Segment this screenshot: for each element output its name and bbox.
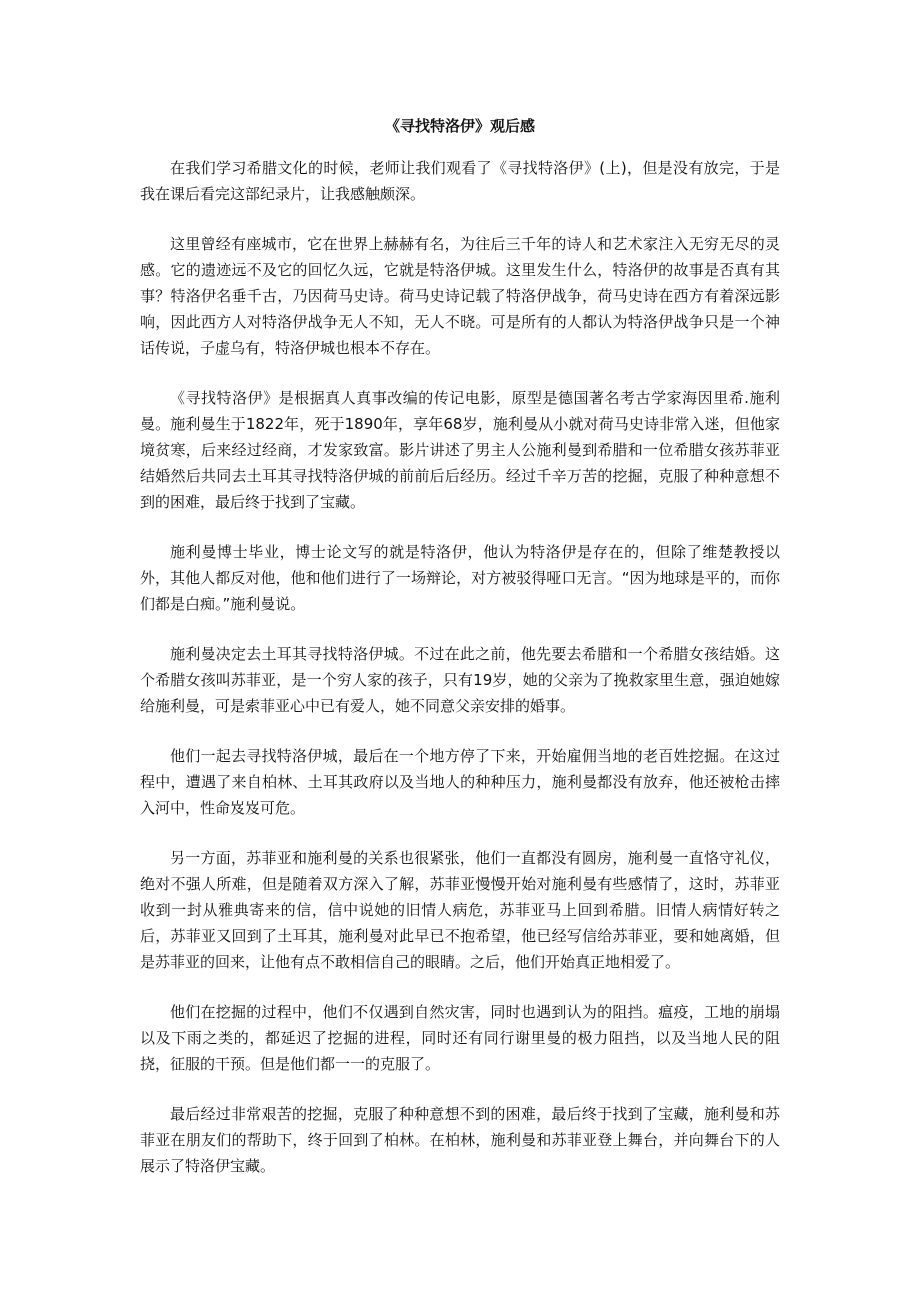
paragraph-5: 施利曼决定去土耳其寻找特洛伊城。不过在此之前，他先要去希腊和一个希腊女孩结婚。这个希腊女孩叫苏菲亚，是一个穷人家的孩子，只有19岁，她的父亲为了挽救家里生意，强迫她嫁给施利曼，可是索菲亚心中已有爱人，她不同意父亲安排的婚事。 [140, 645, 780, 715]
document-body [140, 155, 780, 1203]
paragraph-7: 另一方面，苏菲亚和施利曼的关系也很紧张，他们一直都没有圆房，施利曼一直恪守礼仪，绝对不强人所难，但是随着双方深入了解，苏菲亚慢慢开始对施利曼有些感情了，这时，苏菲亚收到一封从雅典寄来的信，信中说她的旧情人病危，苏菲亚马上回到希腊。旧情人病情好转之后，苏菲亚又回到了土耳其，施利曼对此早已不抱希望，他已经写信给苏菲亚，要和她离婚，但是苏菲亚的回来，让他有点不敢相信自己的眼睛。之后，他们开始真正地相爱了。 [140, 849, 780, 971]
paragraph-6: 他们一起去寻找特洛伊城，最后在一个地方停了下来，开始雇佣当地的老百姓挖掘。在这过程中，遭遇了来自柏林、土耳其政府以及当地人的种种压力，施利曼都没有放弃，他还被枪击摔入河中，性命岌岌可危。 [140, 747, 780, 817]
paragraph-4: 施利曼博士毕业，博士论文写的就是特洛伊，他认为特洛伊是存在的，但除了维楚教授以外，其他人都反对他，他和他们进行了一场辩论，对方被驳得哑口无言。“因为地球是平的，而你们都是白痴。”施利曼说。 [140, 543, 780, 613]
paragraph-1: 在我们学习希腊文化的时候，老师让我们观看了《寻找特洛伊》(上)，但是没有放完，于是我在课后看完这部纪录片，让我感触颇深。 [140, 159, 780, 203]
paragraph-3: 《寻找特洛伊》是根据真人真事改编的传记电影，原型是德国著名考古学家海因里希.施利曼。施利曼生于1822年，死于1890年，享年68岁，施利曼从小就对荷马史诗非常入迷，但他家境贫寒，后来经过经商，才发家致富。影片讲述了男主人公施利曼到希腊和一位希腊女孩苏菲亚结婚然后共同去土耳其寻找特洛伊城的前前后后经历。经过千辛万苦的挖掘，克服了种种意想不到的困难，最后终于找到了宝藏。 [140, 389, 780, 511]
paragraph-9: 最后经过非常艰苦的挖掘，克服了种种意想不到的困难，最后终于找到了宝藏，施利曼和苏菲亚在朋友们的帮助下，终于回到了柏林。在柏林，施利曼和苏菲亚登上舞台，并向舞台下的人展示了特洛伊宝藏。 [140, 1105, 780, 1175]
document-title: 《寻找特洛伊》观后感 [384, 117, 535, 135]
paragraph-2: 这里曾经有座城市，它在世界上赫赫有名，为往后三千年的诗人和艺术家注入无穷无尽的灵感。它的遗迹远不及它的回忆久远，它就是特洛伊城。这里发生什么，特洛伊的故事是否真有其事？特洛伊名垂千古，乃因荷马史诗。荷马史诗记载了特洛伊战争，荷马史诗在西方有着深远影响，因此西方人对特洛伊战争无人不知，无人不晓。可是所有的人都认为特洛伊战争只是一个神话传说，子虚乌有，特洛伊城也根本不存在。 [140, 235, 780, 357]
paragraph-8: 他们在挖掘的过程中，他们不仅遇到自然灾害，同时也遇到认为的阻挡。瘟疫，工地的崩塌以及下雨之类的，都延迟了挖掘的进程，同时还有同行谢里曼的极力阻挡，以及当地人民的阻挠，征服的干预。但是他们都一一的克服了。 [140, 1003, 780, 1073]
